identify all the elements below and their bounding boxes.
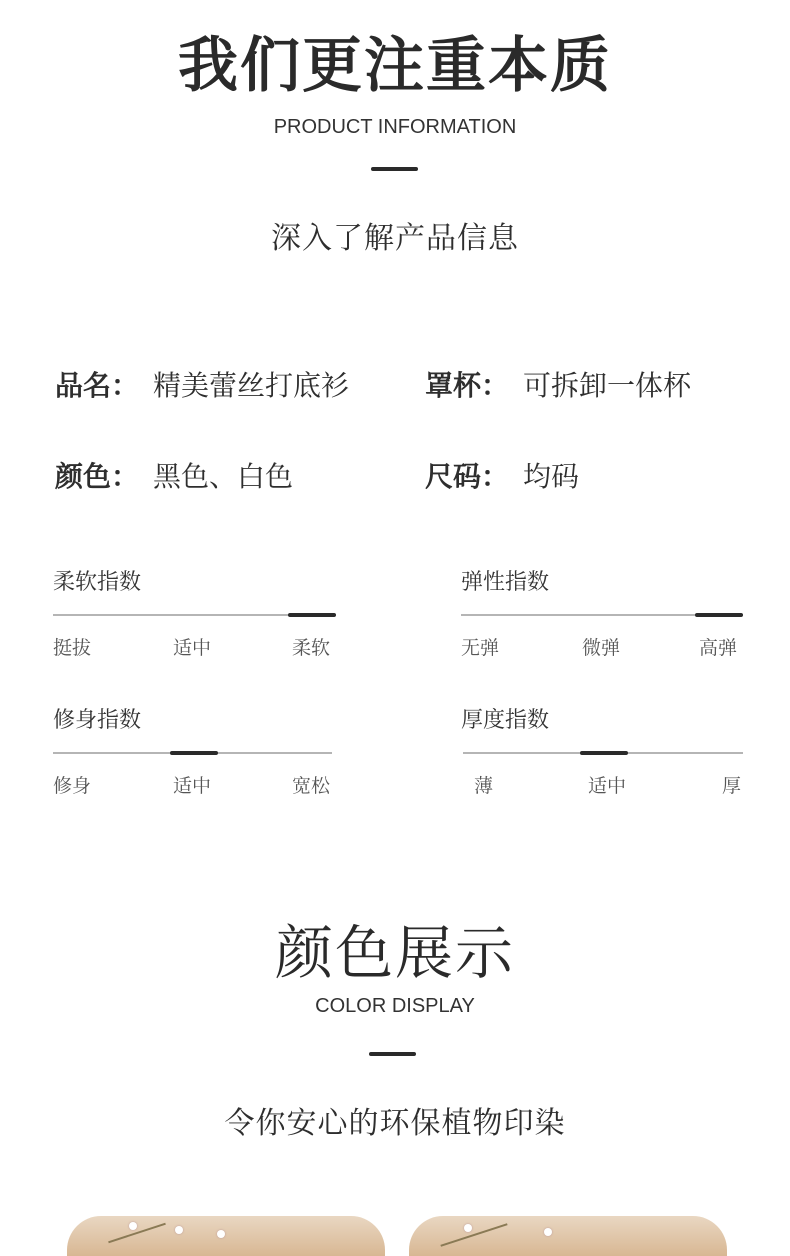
softness-index-title: 柔软指数: [53, 570, 142, 595]
color-section-divider: [369, 1052, 416, 1056]
thickness-tick-mid: 适中: [588, 775, 627, 797]
info-value: 黑色、白色: [153, 460, 294, 493]
info-value: 可拆卸一体杯: [523, 369, 692, 402]
info-item-color: [55, 455, 293, 495]
info-label: 品名：: [55, 369, 140, 402]
info-item-cup: [425, 364, 691, 404]
fit-tick-high: 宽松: [292, 775, 331, 797]
product-photo-left: [67, 1216, 385, 1256]
fit-tick-mid: 适中: [173, 775, 212, 797]
softness-tick-mid: 适中: [173, 637, 212, 659]
color-section-title: 颜色展示: [274, 919, 515, 987]
softness-tick-low: 挺拔: [53, 637, 92, 659]
softness-index-marker: [288, 613, 336, 617]
product-photo-right: [409, 1216, 727, 1256]
color-section-subtitle: COLOR DISPLAY: [315, 995, 475, 1017]
thickness-tick-low: 薄: [474, 775, 494, 797]
info-label: 罩杯：: [425, 369, 510, 402]
title-divider: [371, 167, 418, 171]
elasticity-tick-low: 无弹: [461, 637, 500, 659]
page-title: 我们更注重本质: [178, 31, 612, 101]
page-subtitle: PRODUCT INFORMATION: [273, 116, 517, 138]
info-value: 精美蕾丝打底衫: [153, 369, 350, 402]
info-value: 均码: [523, 460, 580, 493]
thickness-index-title: 厚度指数: [461, 708, 550, 733]
info-label: 尺码：: [425, 460, 510, 493]
info-item-size: [425, 455, 579, 495]
elasticity-tick-high: 高弹: [699, 637, 738, 659]
fit-index-marker: [170, 751, 218, 755]
thickness-tick-high: 厚: [722, 775, 742, 797]
fit-index-title: 修身指数: [53, 708, 142, 733]
elasticity-index-title: 弹性指数: [461, 570, 550, 595]
thickness-index-marker: [580, 751, 628, 755]
section-description: 深入了解产品信息: [271, 221, 519, 256]
color-section-description: 令你安心的环保植物印染: [224, 1106, 566, 1141]
info-item-name: [55, 364, 349, 404]
elasticity-tick-mid: 微弹: [582, 637, 621, 659]
elasticity-index-marker: [695, 613, 743, 617]
fit-tick-low: 修身: [53, 775, 92, 797]
softness-tick-high: 柔软: [292, 637, 331, 659]
info-label: 颜色：: [55, 460, 140, 493]
